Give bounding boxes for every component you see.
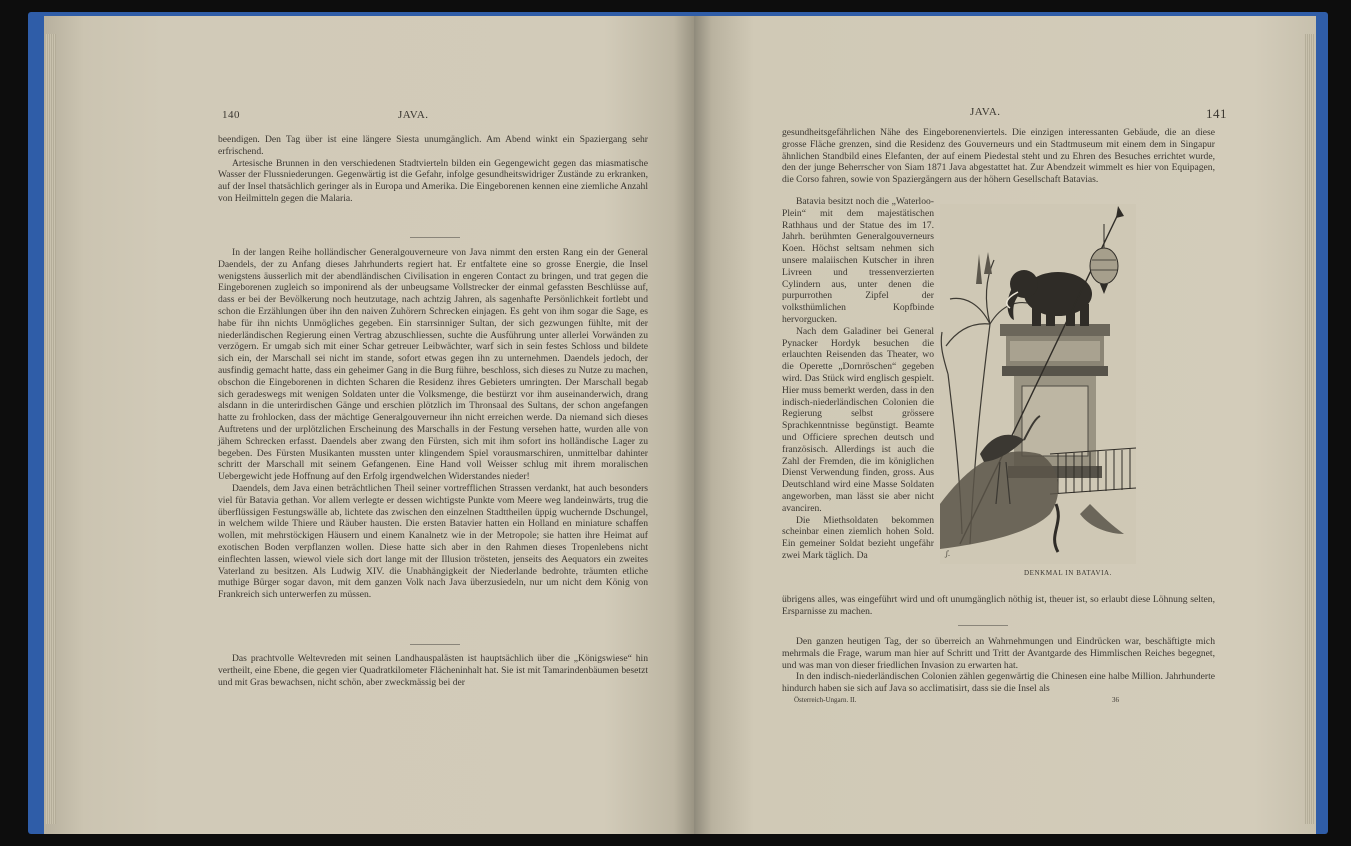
artist-signature: ʃ. — [946, 550, 951, 558]
paragraph: Artesische Brunnen in den verschiedenen Stadtvierteln bilden ein Gegengewicht gegen das miasmatische Wasser der Flussniederungen. Gegenwärtig ist die Gefahr, infolge gesundheitswidriger Zustände zu erkranken, auf der Insel thatsächlich geringer als in Europa und Amerika. Die Eingeborenen kennen eine ziemliche Anzahl von Heilmitteln gegen die Malaria. — [218, 157, 648, 204]
right-page-number: 141 — [1206, 106, 1227, 121]
page-edges-right — [1304, 34, 1314, 824]
paragraph: In der langen Reihe holländischer Generalgouverneure von Java nimmt den ersten Rang ein der General Daendels, der zu Anfang dieses Jahrhunderts regiert hat. Er entfaltete eine so grosse Energie, die Insel wenigstens äusserlich mit der abendländischen Civilisation in engeren Contact zu bringen, und trat gegen die Eingeborenen zugleich so imponirend als der unbeugsame Vollstrecker der einmal gefassten Beschlüsse auf, dass er bei der Bevölkerung noch heutzutage, nach achtzig Jahren, als sagenhafte Persönlichkeit fortlebt und schon die Erzählungen über ihn den naiven Zuhörern Schrecken einjagen. Es geht von ihm sogar die Sage, es habe für ihn nichts Unmögliches gegeben. Ein starrsinniger Sultan, der sich gezwungen fühlte, mit der niederländischen Regierung einen Vertrag abzuschliessen, suchte die Ausführung unter allerlei Vorwänden zu verzögern. Er umgab sich mit einer Schar getreuer Leibwächter, warf sich in sein festes Schloss und bildete sich ein, der Marschall sei nicht im stande, sofort etwas gegen ihn zu unternehmen. Daendels jedoch, der ausfindig gemacht hatte, dass ein geheimer Gang in die Burg führe, beschloss, sich dieses zu Nutze zu machen, obschon die Eingeborenen in dichten Scharen die Residenz ihres Gebieters umringten. Der Marschall begab sich geradeswegs mit wenigen Soldaten unter die Volksmenge, die bestürzt vor ihm auseinanderwich, drang alsdann in die unterirdischen Gänge und erschien plötzlich im Thronsaal des Sultans, der schon angefangen hatte zu frohlocken, dass der mächtige Generalgouverneur ihn nicht erreichen werde. Da niemand sich dieses Auftretens und der urplötzlichen Erscheinung des Marschalls in der Festung versehen hatte, wurden alle von jähem Schrecken erfasst. Daendels aber zwang den Fürsten, sich mit ihm sofort ins holländische Lager zu begeben. Des Fürsten Musikanten mussten unter klingendem Spiel vorausmarschiren, unmittelbar dahinter schritt der Marschall mit seinem Gefangenen. Eine Hand voll Weisser schlug mit ihrem moralischen Uebergewicht jede Hoffnung auf den Erfolg irgendwelchen Widerstandes nieder! — [218, 247, 648, 483]
right-page — [694, 16, 1316, 834]
left-text-block-3 — [218, 653, 648, 688]
paragraph: In den indisch-niederländischen Colonien zählen gegenwärtig die Chinesen eine halbe Million. Jahrhunderte hindurch haben sie sich auf Java so acclimatisirt, dass sie die Insel als — [782, 671, 1215, 695]
section-separator — [410, 237, 460, 238]
paragraph: Die Miethsoldaten bekommen scheinbar einen ziemlich hohen Sold. Ein gemeiner Soldat bezieht ungefähr zwei Mark täglich. Da — [782, 514, 934, 561]
left-page — [44, 16, 694, 834]
right-text-bottom — [782, 636, 1215, 695]
section-separator — [410, 644, 460, 645]
left-page-number: 140 — [222, 109, 240, 121]
right-text-column — [782, 196, 934, 562]
paragraph: beendigen. Den Tag über ist eine längere Siesta unumgänglich. Am Abend winkt ein Spaziergang sehr erfrischend. — [218, 134, 648, 157]
signature-mark-right: 36 — [1112, 696, 1119, 704]
paragraph: Den ganzen heutigen Tag, der so überreich an Wahrnehmungen und Eindrücken war, beschäftigte mich mehrmals die Frage, warum man hier auf Schritt und Tritt der Avantgarde des Himmlischen Reiches begegnet, und was man von dieser friedlichen Invasion zu erwarten hat. — [782, 636, 1215, 671]
left-text-block-1 — [218, 134, 648, 205]
paragraph: Das prachtvolle Weltevreden mit seinen Landhauspalästen ist hauptsächlich über die „Königswiese“ hin vertheilt, eine Ebene, die gegen vier Quadratkilometer Flächeninhalt hat. Sie ist mit Tamarindenbäumen besetzt und mit Gras bewachsen, nicht schön, aber zweckmässig bei der — [218, 653, 648, 688]
paragraph: übrigens alles, was eingeführt wird und oft unumgänglich nöthig ist, theuer ist, so erlaubt diese Löhnung selten, Ersparnisse zu machen. — [782, 594, 1215, 617]
left-running-head: JAVA. — [398, 109, 429, 121]
page-edges-left — [46, 34, 56, 824]
paragraph: Daendels, dem Java einen beträchtlichen Theil seiner vortrefflichen Strassen verdankt, hat auch besonders viel für Batavia gethan. Vor allem verlegte er dessen wichtigste Punkte vom Meere weg landeinwärts, trug die überflüssigen Festungswälle ab, lichtete das zwischen den einzelnen Stadttheilen üppig wuchernde Dschungel, in welchem wilde Thiere und Räuber hausten. Die ersten Batavier hatten ein Holland en miniature schaffen wollen, mit mehrstöckigen Häusern und einem Kanalnetz wie in der Metropole; sie hatten ihre Heimat auf exotischen Boden verpflanzen wollen. Diese hatte sich aber in den Rahmen dieses Tropenlebens nicht einflechten lassen, wiewol viele sich dort lange mit der Illusion trösteten, jenseits des Aequators ein zweites Vaterland zu besitzen. Als Ludwig XIV. die Unabhängigkeit der Niederlande bedrohte, träumten etliche muthige Bürger sogar davon, mit dem ganzen Volk nach Java überzusiedeln, nur um nicht dem König von Frankreich sich unterwerfen zu müssen. — [218, 482, 648, 601]
paragraph: Batavia besitzt noch die „Waterloo-Plein“ mit dem majestätischen Rathhaus und der Statue des im 17. Jahrh. berühmten Generalgouverneurs Koen. Höchst seltsam nehmen sich unsere malaiischen Kutscher in ihren Livreen und tressenverzierten Cylindern aus, unter denen die purpurrothen Zipfel der volksthümlichen Kopfbinde hervorgucken. — [782, 196, 934, 325]
right-text-top — [782, 127, 1215, 186]
left-text-block-2 — [218, 247, 648, 601]
signature-mark-left: Österreich-Ungarn. II. — [794, 696, 857, 704]
figure-caption: DENKMAL IN BATAVIA. — [1024, 569, 1113, 577]
section-separator — [958, 625, 1008, 626]
paragraph: Nach dem Galadiner bei General Pynacker Hordyk besuchen die erlauchten Reisenden das Theater, wo die Operette „Dornröschen“ gegeben wird. Das Stück wird englisch gespielt. Hier muss bemerkt werden, dass in den indisch-niederländischen Colonien die Regierung selbst grössere Sprachkenntnisse begünstigt. Beamte und Officiere sprechen deutsch und französisch. Allerdings ist auch die Zahl der Fremden, die im königlichen Dienst Verwendung finden, gross. Aus Deutschland wird eine Masse Soldaten angeworben, man lässt sie aber nicht avanciren. — [782, 325, 934, 514]
elephant-monument-illustration — [940, 204, 1136, 564]
right-running-head: JAVA. — [970, 106, 1001, 118]
paragraph: gesundheitsgefährlichen Nähe des Eingeborenenviertels. Die einzigen interessanten Gebäude, die an diese grosse Fläche grenzen, sind die Residenz des Gouverneurs und ein Stadtmuseum mit einem dem in Singapur ähnlichen Standbild eines Elefanten, der auf einem Piedestal steht und zu Ehren des Besuches errichtet wurde, den der junge Beherrscher von Siam 1871 Java abgestattet hat. Zur Abendzeit wimmelt es hier von Equipagen, die Corso fahren, sowie von Spaziergängern aus der höhern Gesellschaft Batavias. — [782, 127, 1215, 186]
right-text-continuation — [782, 594, 1215, 618]
